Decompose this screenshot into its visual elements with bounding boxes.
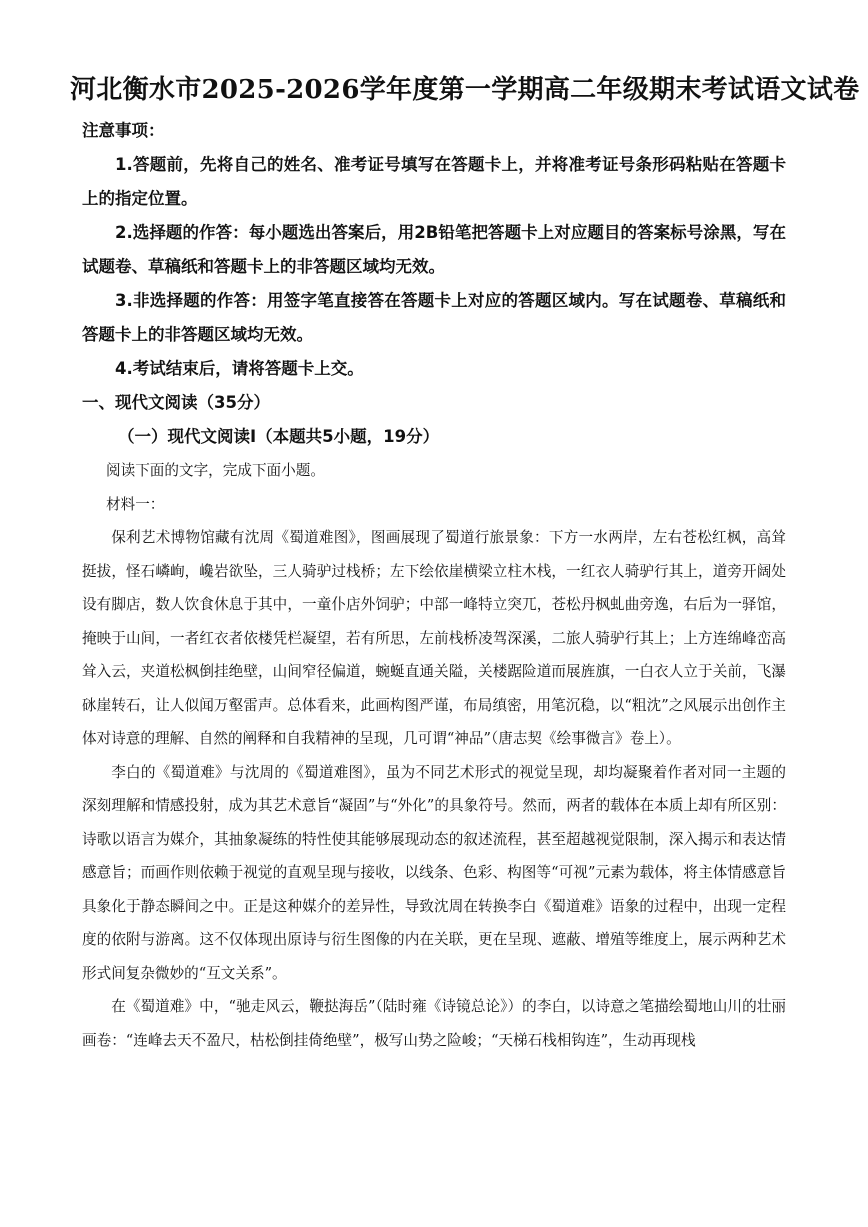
material-paragraph-2: 李白的《蜀道难》与沈周的《蜀道难图》，虽为不同艺术形式的视觉呈现，却均凝聚着作者对同一主题的深刻理解和情感投射，成为其艺术意旨“凝固”与“外化”的具象符号。然而，两者的载体在本质上却有所区别：诗歌以语言为媒介，其抽象凝练的特性使其能够展现动态的叙述流程，甚至超越视觉限制，深入揭示和表达情感意旨；而画作则依赖于视觉的直观呈现与接收，以线条、色彩、构图等“可视”元素为载体，将主体情感意旨具象化于静态瞬间之中。正是这种媒介的差异性，导致沈周在转换李白《蜀道难》语象的过程中，出现一定程度的依附与游离。这不仅体现出原诗与衍生图像的内在关联，更在呈现、遮蔽、增殖等维度上，展示两种艺术形式间复杂微妙的“互文关系”。: [82, 763, 786, 982]
exam-title: 河北衡水市2025-2026学年度第一学期高二年级期末考试语文试卷: [70, 75, 860, 105]
material-paragraph-1: 保利艺术博物馆藏有沈周《蜀道难图》，图画展现了蜀道行旅景象：下方一水两岸，左右苍松红枫，高耸挺拔，怪石嶙峋，巉岩欲坠，三人骑驴过栈桥；左下绘依崖横梁立柱木栈，一红衣人骑驴行其上，道旁开阔处设有脚店，数人饮食休息于其中，一童仆店外饲驴；中部一峰特立突兀，苍松丹枫虬曲旁逸，右后为一驿馆，掩映于山间，一者红衣者依楼凭栏凝望，若有所思，左前栈桥凌驾深溪，二旅人骑驴行其上；上方连绵峰峦高耸入云，夹道松枫倒挂绝壁，山间窄径偏道，蜿蜒直通关隘，关楼踞险道而展旌旗，一白衣人立于关前，飞瀑砯崖转石，让人似闻万壑雷声。总体看来，此画构图严谨，布局缜密，用笔沉稳，以“粗沈”之风展示出创作主体对诗意的理解、自然的阐释和自我精神的呈现，几可谓“神品”（唐志契《绘事微言》卷上）。: [82, 529, 786, 747]
subsection-heading: （一）现代文阅读Ⅰ（本题共5小题，19分）: [118, 427, 440, 446]
section-heading: 一、现代文阅读（35分）: [82, 393, 270, 412]
notice-item-4: 4.考试结束后，请将答题卡上交。: [115, 359, 364, 378]
notice-item-3: 3.非选择题的作答：用签字笔直接答在答题卡上对应的答题区域内。写在试题卷、草稿纸和答题卡上的非答题区域均无效。: [82, 291, 786, 344]
reading-instruction: 阅读下面的文字，完成下面小题。: [106, 462, 325, 479]
material-label: 材料一：: [106, 495, 165, 513]
notice-heading: 注意事项：: [82, 121, 165, 140]
notice-item-2: 2.选择题的作答：每小题选出答案后，用2B铅笔把答题卡上对应题目的答案标号涂黑，写在试题卷、草稿纸和答题卡上的非答题区域均无效。: [82, 223, 786, 276]
notice-item-1: 1.答题前，先将自己的姓名、准考证号填写在答题卡上，并将准考证号条形码粘贴在答题卡上的指定位置。: [82, 155, 786, 208]
material-paragraph-3: 在《蜀道难》中，“驰走风云，鞭挞海岳”（陆时雍《诗镜总论》）的李白，以诗意之笔描绘蜀地山川的壮丽画卷：“连峰去天不盈尺，枯松倒挂倚绝壁”，极写山势之险峻；“天梯石栈相钩连”，生动再现栈: [82, 998, 786, 1049]
